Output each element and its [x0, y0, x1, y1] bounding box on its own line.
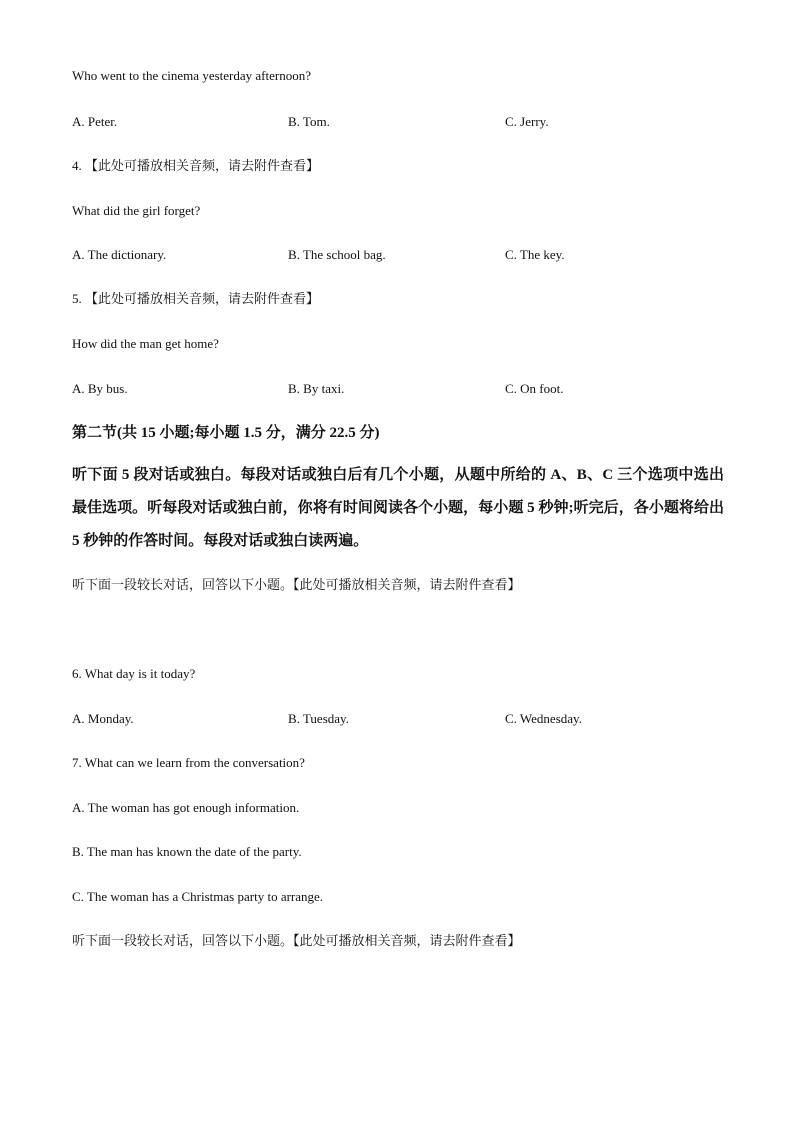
q6-options [72, 710, 722, 728]
dialog1-prompt: 听下面一段较长对话，回答以下小题。【此处可播放相关音频，请去附件查看】 [72, 577, 521, 592]
q3-option-c: C. Jerry. [505, 114, 549, 129]
q6-option-a: A. Monday. [72, 711, 134, 726]
q7-option-c: C. The woman has a Christmas party to arrange. [72, 889, 324, 904]
q4-options [72, 246, 722, 264]
q4-label: 4. 【此处可播放相关音频，请去附件查看】 [72, 158, 320, 173]
q7-option-b: B. The man has known the date of the party. [72, 844, 302, 859]
q6-option-b: B. Tuesday. [288, 711, 349, 726]
q4-question: What did the girl forget? [72, 203, 201, 218]
q5-label: 5. 【此处可播放相关音频，请去附件查看】 [72, 291, 320, 306]
dialog2-prompt: 听下面一段较长对话，回答以下小题。【此处可播放相关音频，请去附件查看】 [72, 933, 521, 948]
section2-title: 第二节(共 15 小题;每小题 1.5 分，满分 22.5 分) [72, 425, 380, 441]
q4-option-b: B. The school bag. [288, 247, 386, 262]
q4-option-a: A. The dictionary. [72, 247, 167, 262]
q3-question: Who went to the cinema yesterday afternoon? [72, 68, 311, 83]
q3-option-a: A. Peter. [72, 114, 118, 129]
q3-option-b: B. Tom. [288, 114, 330, 129]
q6-question: 6. What day is it today? [72, 666, 196, 681]
q5-option-a: A. By bus. [72, 381, 128, 396]
section2-instructions: 听下面 5 段对话或独白。每段对话或独白后有几个小题，从题中所给的 A、B、C 三个选项中选出最佳选项。听每段对话或独白前，你将有时间阅读各个小题，每小题 5 秒钟;听完后，各小题将给出 5 秒钟的作答时间。每段对话或独白读两遍。 [72, 467, 724, 549]
q4-option-c: C. The key. [505, 247, 565, 262]
q7-option-a: A. The woman has got enough information. [72, 800, 300, 815]
q5-option-c: C. On foot. [505, 381, 564, 396]
q5-option-b: B. By taxi. [288, 381, 345, 396]
q3-options [72, 113, 722, 131]
q7-question: 7. What can we learn from the conversation? [72, 755, 305, 770]
q5-question: How did the man get home? [72, 336, 219, 351]
q6-option-c: C. Wednesday. [505, 711, 582, 726]
q5-options [72, 380, 722, 398]
